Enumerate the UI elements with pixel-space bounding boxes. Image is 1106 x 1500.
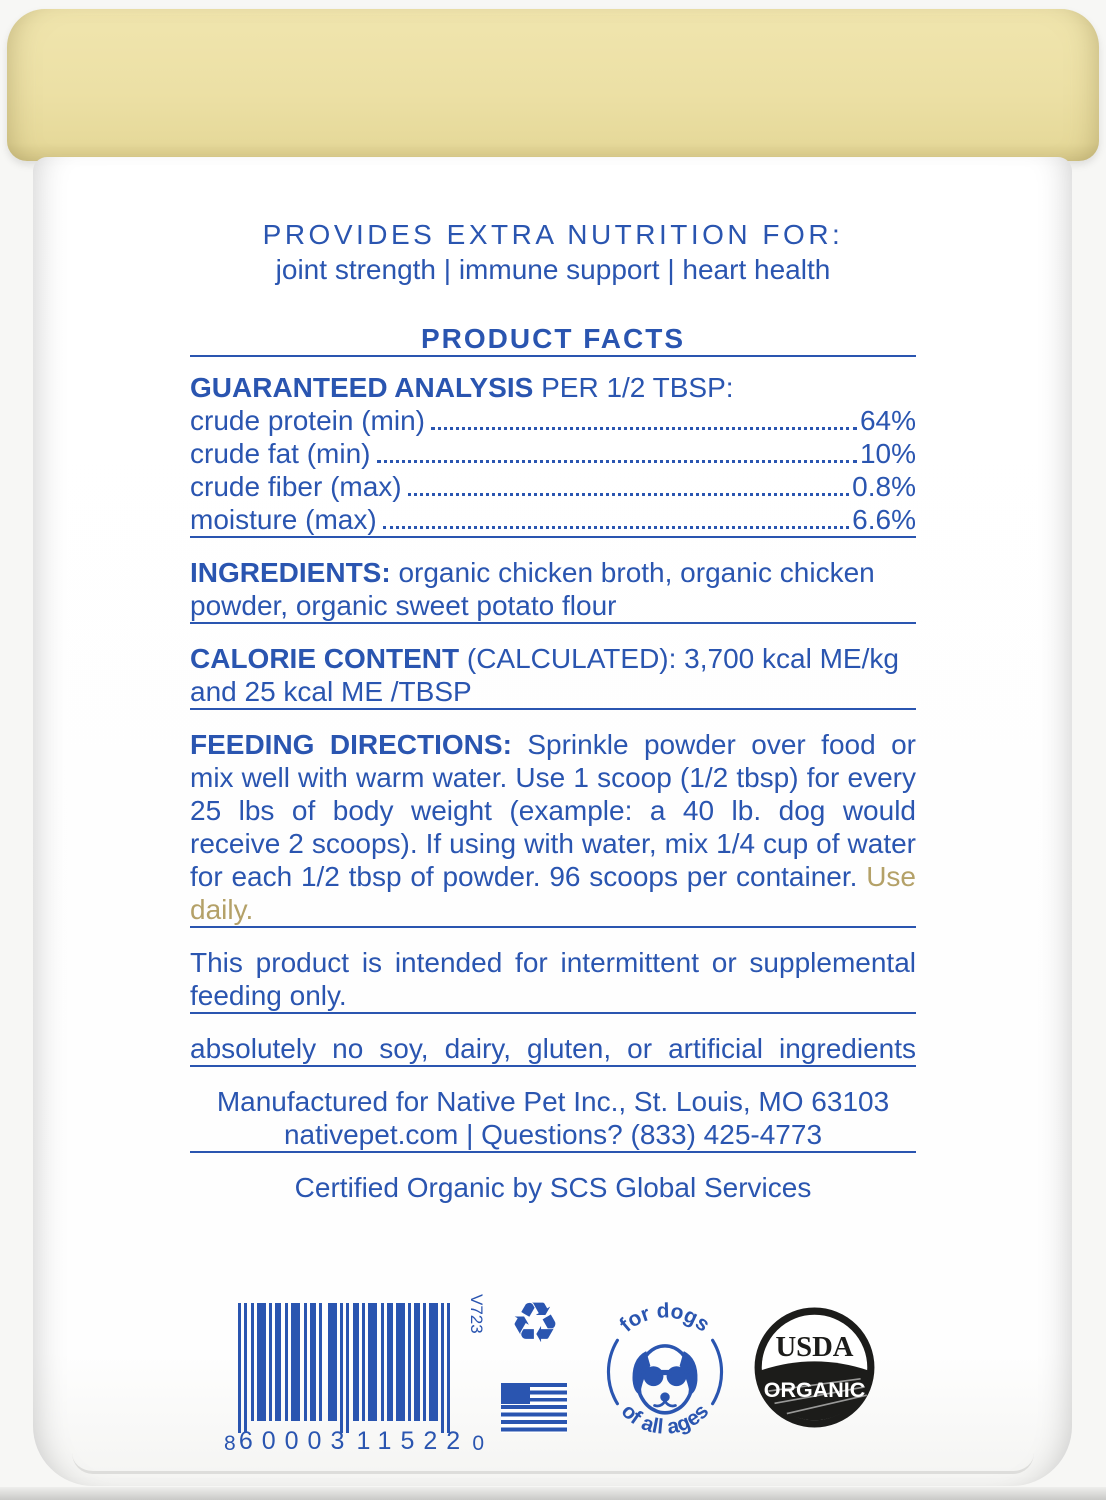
- ingredients-label: INGREDIENTS:: [190, 557, 391, 588]
- product-facts-heading: PRODUCT FACTS: [421, 323, 685, 354]
- badge-bottom-text: of all ages: [616, 1399, 714, 1439]
- certification-line: Certified Organic by SCS Global Services: [294, 1172, 812, 1203]
- for-dogs-of-all-ages-badge: [597, 1299, 733, 1445]
- manufacturer-block: [190, 1085, 916, 1151]
- feeding-directions-paragraph: [190, 728, 916, 926]
- container-bottom-rim: [72, 1453, 1034, 1474]
- ga-heading-bold: GUARANTEED ANALYSIS: [190, 372, 534, 403]
- barcode-digits: [224, 1427, 484, 1456]
- intermittent-note: This product is intended for intermittent or supplemental feeding only.: [190, 947, 916, 1011]
- analysis-label: crude fiber (max): [190, 471, 402, 502]
- analysis-value: 6.6%: [852, 504, 916, 535]
- barcode-digit-right: 0: [472, 1432, 484, 1455]
- badge-top-text: for dogs: [615, 1299, 715, 1337]
- manufacturer-line1: Manufactured for Native Pet Inc., St. Louis, MO 63103: [216, 1086, 890, 1117]
- ground-shadow: [0, 1487, 1106, 1500]
- divider: [190, 926, 916, 928]
- analysis-label: moisture (max): [190, 504, 377, 535]
- barcode-digits-group2: 11522: [356, 1427, 470, 1455]
- analysis-value: 0.8%: [852, 471, 916, 502]
- dog-face-icon: [632, 1346, 697, 1413]
- analysis-row: [190, 470, 916, 503]
- manufacturer-line2: nativepet.com | Questions? (833) 425-4773: [283, 1119, 823, 1150]
- analysis-row: [190, 503, 916, 536]
- dotted-leader: [383, 526, 849, 529]
- ga-heading-rest: PER 1/2 TBSP:: [533, 372, 734, 403]
- barcode-digit-left: 8: [224, 1432, 236, 1455]
- divider: [190, 1065, 916, 1067]
- dotted-leader: [431, 427, 857, 430]
- back-label: [190, 218, 916, 1204]
- divider: [190, 355, 916, 357]
- calorie-label: CALORIE CONTENT: [190, 643, 460, 674]
- ingredients-text: organic chicken broth, organic chicken powder, organic sweet potato flour: [190, 557, 875, 621]
- divider: [190, 622, 916, 624]
- provides-subtitle: joint strength | immune support | heart health: [275, 254, 831, 285]
- calorie-paragraph: [190, 642, 916, 708]
- svg-text:for dogs: [615, 1299, 714, 1336]
- calorie-text: (CALCULATED): 3,700 kcal ME/kg and 25 kcal ME /TBSP: [190, 643, 899, 707]
- provides-title: PROVIDES EXTRA NUTRITION FOR:: [262, 219, 844, 250]
- container-lid: [7, 9, 1099, 161]
- badge-right-arc: [713, 1340, 722, 1403]
- no-claims-line: absolutely no soy, dairy, gluten, or artificial ingredients: [190, 1033, 916, 1064]
- usda-seal-bottom-text: ORGANIC: [763, 1378, 866, 1403]
- analysis-row: [190, 404, 916, 437]
- guaranteed-analysis-heading: [190, 371, 916, 404]
- us-flag-icon: [501, 1383, 567, 1433]
- divider: [190, 1012, 916, 1014]
- divider: [190, 708, 916, 710]
- usda-seal-top-text: USDA: [775, 1331, 854, 1364]
- usda-organic-seal: [752, 1305, 877, 1430]
- svg-text:of all ages: [617, 1400, 714, 1439]
- barcode-digits-group1: 60003: [238, 1427, 354, 1455]
- analysis-label: crude protein (min): [190, 405, 425, 436]
- ingredients-paragraph: [190, 556, 916, 622]
- analysis-label: crude fat (min): [190, 438, 371, 469]
- flag-canton: [501, 1383, 530, 1404]
- divider: [190, 536, 916, 538]
- feeding-text: Sprinkle powder over food or mix well with warm water. Use 1 scoop (1/2 tbsp) for every 25 lbs of body weight (example: a 40 lb. dog would receive 2 scoops). If using with water, mix 1/4 cup of water for each 1/2 tbsp of powder. 96 scoops per container.: [190, 729, 917, 892]
- use-daily-highlight: Use daily.: [190, 861, 916, 925]
- barcode: [238, 1303, 456, 1433]
- divider: [190, 1151, 916, 1153]
- feeding-label: FEEDING DIRECTIONS:: [190, 729, 512, 760]
- dotted-leader: [408, 493, 850, 496]
- recycling-icon: ♻: [509, 1291, 561, 1354]
- analysis-value: 64%: [859, 405, 916, 436]
- badge-left-arc: [608, 1340, 617, 1403]
- barcode-side-code: V723: [467, 1294, 486, 1334]
- analysis-row: [190, 437, 916, 470]
- dotted-leader: [377, 460, 857, 463]
- analysis-value: 10%: [859, 438, 916, 469]
